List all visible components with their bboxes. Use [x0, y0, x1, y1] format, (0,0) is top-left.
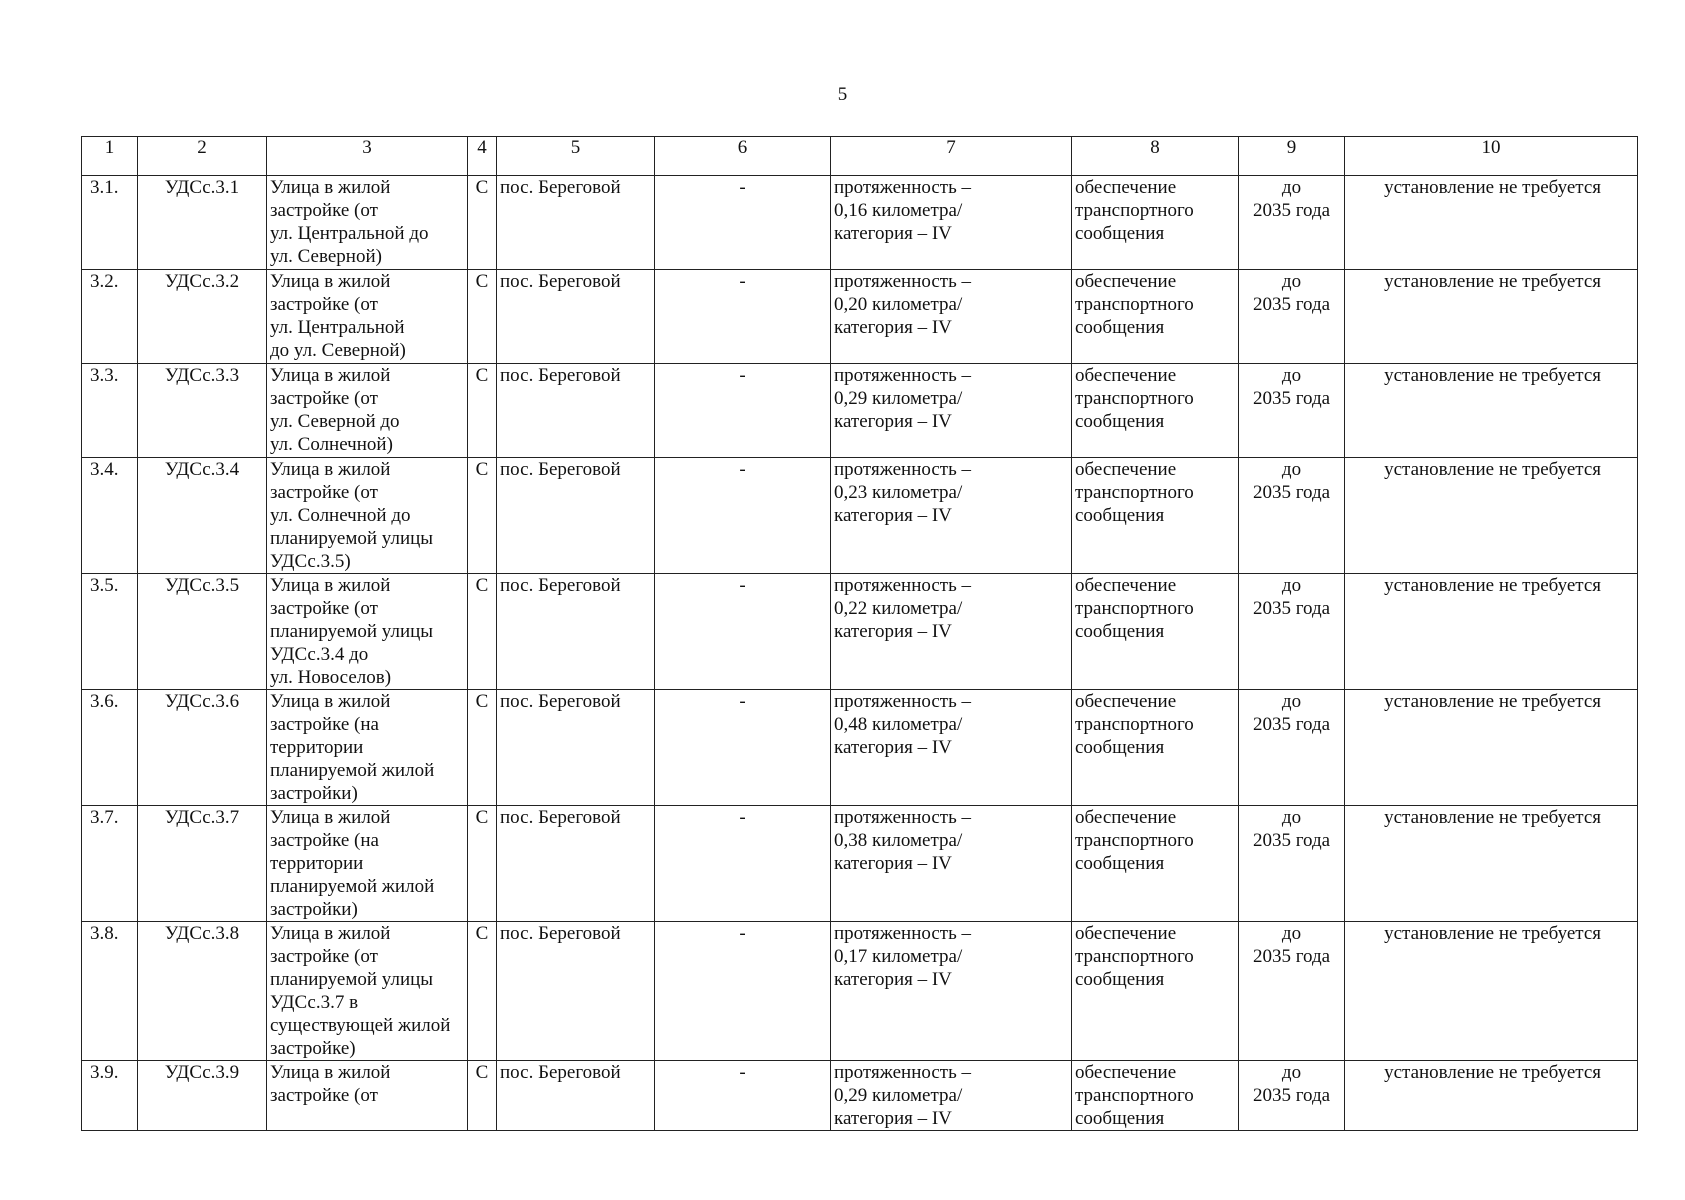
purpose-cell-line: сообщения [1075, 621, 1165, 642]
purpose-cell-line: сообщения [1075, 737, 1165, 758]
purpose-cell-line: сообщения [1075, 411, 1165, 432]
zone-requirement-cell: установление не требуется [1345, 574, 1638, 690]
deadline-cell-line: 2035 года [1252, 388, 1331, 409]
characteristics-cell [831, 806, 1072, 922]
characteristics-cell-line: протяженность – [834, 365, 971, 386]
purpose-cell-line: сообщения [1075, 223, 1165, 244]
object-name-cell [267, 364, 468, 458]
table-row [82, 458, 1638, 574]
purpose-cell [1072, 690, 1239, 806]
purpose-cell-line: транспортного [1075, 1085, 1194, 1106]
deadline-cell-line: 2035 года [1252, 714, 1331, 735]
object-name-cell-line: УДСс.3.4 до [270, 644, 369, 665]
deadline-cell-line: до [1281, 923, 1302, 944]
zone-requirement-cell: установление не требуется [1345, 364, 1638, 458]
characteristics-cell-line: протяженность – [834, 459, 971, 480]
deadline-cell [1239, 922, 1345, 1061]
object-name-cell-line: Улица в жилой [270, 365, 391, 386]
object-name-cell [267, 922, 468, 1061]
purpose-cell-line: обеспечение [1075, 271, 1177, 292]
purpose-cell-line: сообщения [1075, 505, 1165, 526]
status-cell: С [468, 270, 497, 364]
object-name-cell-line: Улица в жилой [270, 575, 391, 596]
object-name-cell-line: ул. Солнечной) [270, 434, 393, 455]
object-name-cell [267, 458, 468, 574]
deadline-cell-line: 2035 года [1252, 294, 1331, 315]
object-name-cell-line: ул. Солнечной до [270, 505, 411, 526]
object-code-cell: УДСс.3.2 [138, 270, 267, 364]
object-name-cell-line: застройке (от [270, 1085, 378, 1106]
zone-requirement-cell: установление не требуется [1345, 1061, 1638, 1131]
object-name-cell-line: застройке (от [270, 294, 378, 315]
purpose-cell-line: транспортного [1075, 294, 1194, 315]
object-code-cell: УДСс.3.6 [138, 690, 267, 806]
purpose-cell-line: обеспечение [1075, 923, 1177, 944]
table-row [82, 574, 1638, 690]
deadline-cell [1239, 1061, 1345, 1131]
characteristics-cell-line: категория – IV [834, 411, 952, 432]
object-name-cell-line: существующей жилой [270, 1015, 451, 1036]
object-name-cell-line: территории [270, 853, 364, 874]
column-6-cell: - [655, 364, 831, 458]
column-header: 9 [1239, 137, 1345, 176]
characteristics-cell-line: категория – IV [834, 853, 952, 874]
purpose-cell-line: обеспечение [1075, 177, 1177, 198]
object-name-cell-line: застройке (от [270, 598, 378, 619]
object-name-cell-line: застройке (от [270, 200, 378, 221]
characteristics-cell-line: категория – IV [834, 505, 952, 526]
object-name-cell-line: ул. Центральной до [270, 223, 429, 244]
characteristics-cell-line: 0,16 километра/ [834, 200, 963, 221]
object-name-cell [267, 1061, 468, 1131]
deadline-cell [1239, 176, 1345, 270]
zone-requirement-cell: установление не требуется [1345, 690, 1638, 806]
purpose-cell-line: транспортного [1075, 830, 1194, 851]
object-code-cell: УДСс.3.7 [138, 806, 267, 922]
object-name-cell-line: Улица в жилой [270, 459, 391, 480]
object-name-cell-line: застройке (на [270, 830, 379, 851]
characteristics-cell [831, 458, 1072, 574]
column-6-cell: - [655, 176, 831, 270]
table-row [82, 806, 1638, 922]
characteristics-cell-line: категория – IV [834, 969, 952, 990]
object-name-cell-line: Улица в жилой [270, 1062, 391, 1083]
object-code-cell: УДСс.3.3 [138, 364, 267, 458]
purpose-cell-line: транспортного [1075, 946, 1194, 967]
characteristics-cell-line: протяженность – [834, 1062, 971, 1083]
column-header: 5 [497, 137, 655, 176]
row-number-cell: 3.9. [82, 1061, 138, 1131]
purpose-cell-line: сообщения [1075, 969, 1165, 990]
row-number-cell: 3.3. [82, 364, 138, 458]
column-header: 8 [1072, 137, 1239, 176]
object-name-cell-line: ул. Центральной [270, 317, 405, 338]
location-cell: пос. Береговой [497, 690, 655, 806]
purpose-cell [1072, 364, 1239, 458]
column-header: 3 [267, 137, 468, 176]
characteristics-cell-line: 0,23 километра/ [834, 482, 963, 503]
location-cell: пос. Береговой [497, 458, 655, 574]
object-name-cell-line: территории [270, 737, 364, 758]
purpose-cell-line: транспортного [1075, 598, 1194, 619]
location-cell: пос. Береговой [497, 806, 655, 922]
purpose-cell-line: транспортного [1075, 388, 1194, 409]
object-name-cell-line: ул. Новоселов) [270, 667, 392, 688]
table-row [82, 364, 1638, 458]
characteristics-cell-line: протяженность – [834, 575, 971, 596]
status-cell: С [468, 176, 497, 270]
purpose-cell [1072, 458, 1239, 574]
deadline-cell [1239, 270, 1345, 364]
characteristics-cell [831, 1061, 1072, 1131]
purpose-cell-line: сообщения [1075, 1108, 1165, 1129]
column-6-cell: - [655, 458, 831, 574]
object-code-cell: УДСс.3.4 [138, 458, 267, 574]
object-code-cell: УДСс.3.1 [138, 176, 267, 270]
table-body [82, 176, 1638, 1131]
purpose-cell-line: обеспечение [1075, 575, 1177, 596]
location-cell: пос. Береговой [497, 1061, 655, 1131]
object-code-cell: УДСс.3.9 [138, 1061, 267, 1131]
purpose-cell [1072, 922, 1239, 1061]
object-name-cell-line: Улица в жилой [270, 271, 391, 292]
status-cell: С [468, 364, 497, 458]
object-name-cell-line: УДСс.3.7 в [270, 992, 359, 1013]
deadline-cell-line: до [1281, 271, 1302, 292]
characteristics-cell-line: протяженность – [834, 177, 971, 198]
characteristics-cell-line: 0,48 километра/ [834, 714, 963, 735]
characteristics-cell [831, 270, 1072, 364]
deadline-cell-line: до [1281, 365, 1302, 386]
row-number-cell: 3.8. [82, 922, 138, 1061]
zone-requirement-cell: установление не требуется [1345, 176, 1638, 270]
column-header: 2 [138, 137, 267, 176]
zone-requirement-cell: установление не требуется [1345, 806, 1638, 922]
object-name-cell [267, 270, 468, 364]
deadline-cell-line: 2035 года [1252, 200, 1331, 221]
characteristics-cell [831, 690, 1072, 806]
zone-requirement-cell: установление не требуется [1345, 458, 1638, 574]
object-name-cell [267, 690, 468, 806]
purpose-cell-line: обеспечение [1075, 807, 1177, 828]
status-cell: С [468, 922, 497, 1061]
purpose-cell-line: сообщения [1075, 853, 1165, 874]
zone-requirement-cell: установление не требуется [1345, 270, 1638, 364]
table-row [82, 270, 1638, 364]
column-header: 7 [831, 137, 1072, 176]
object-name-cell-line: застройки) [270, 783, 358, 804]
object-name-cell-line: застройке (на [270, 714, 379, 735]
characteristics-cell [831, 176, 1072, 270]
object-name-cell-line: планируемой улицы [270, 621, 434, 642]
deadline-cell-line: до [1281, 459, 1302, 480]
column-6-cell: - [655, 270, 831, 364]
purpose-cell [1072, 270, 1239, 364]
characteristics-cell-line: 0,29 километра/ [834, 388, 963, 409]
deadline-cell-line: до [1281, 807, 1302, 828]
object-code-cell: УДСс.3.5 [138, 574, 267, 690]
deadline-cell [1239, 806, 1345, 922]
characteristics-cell-line: категория – IV [834, 1108, 952, 1129]
purpose-cell-line: транспортного [1075, 482, 1194, 503]
column-number-row [82, 137, 1638, 176]
planned-objects-table [81, 136, 1638, 1131]
purpose-cell-line: обеспечение [1075, 459, 1177, 480]
column-6-cell: - [655, 806, 831, 922]
characteristics-cell-line: протяженность – [834, 923, 971, 944]
characteristics-cell [831, 922, 1072, 1061]
deadline-cell-line: до [1281, 691, 1302, 712]
purpose-cell [1072, 176, 1239, 270]
characteristics-cell-line: 0,29 километра/ [834, 1085, 963, 1106]
object-name-cell-line: Улица в жилой [270, 691, 391, 712]
table-row [82, 690, 1638, 806]
deadline-cell [1239, 364, 1345, 458]
column-6-cell: - [655, 690, 831, 806]
object-name-cell-line: Улица в жилой [270, 177, 391, 198]
purpose-cell-line: обеспечение [1075, 1062, 1177, 1083]
object-name-cell-line: планируемой улицы [270, 969, 434, 990]
characteristics-cell-line: 0,17 километра/ [834, 946, 963, 967]
column-6-cell: - [655, 1061, 831, 1131]
row-number-cell: 3.1. [82, 176, 138, 270]
object-name-cell-line: до ул. Северной) [270, 340, 406, 361]
deadline-cell [1239, 458, 1345, 574]
deadline-cell-line: 2035 года [1252, 598, 1331, 619]
deadline-cell-line: 2035 года [1252, 482, 1331, 503]
column-header: 1 [82, 137, 138, 176]
characteristics-cell [831, 364, 1072, 458]
column-header: 10 [1345, 137, 1638, 176]
object-name-cell [267, 806, 468, 922]
object-name-cell-line: УДСс.3.5) [270, 551, 351, 572]
deadline-cell-line: до [1281, 575, 1302, 596]
page-number: 5 [837, 84, 848, 105]
location-cell: пос. Береговой [497, 364, 655, 458]
object-code-cell: УДСс.3.8 [138, 922, 267, 1061]
column-6-cell: - [655, 922, 831, 1061]
column-6-cell: - [655, 574, 831, 690]
object-name-cell-line: застройке (от [270, 388, 378, 409]
status-cell: С [468, 1061, 497, 1131]
object-name-cell-line: застройке (от [270, 482, 378, 503]
table-row [82, 1061, 1638, 1131]
row-number-cell: 3.7. [82, 806, 138, 922]
characteristics-cell-line: категория – IV [834, 737, 952, 758]
purpose-cell-line: транспортного [1075, 714, 1194, 735]
deadline-cell-line: 2035 года [1252, 1085, 1331, 1106]
characteristics-cell-line: категория – IV [834, 223, 952, 244]
object-name-cell [267, 176, 468, 270]
characteristics-cell-line: протяженность – [834, 691, 971, 712]
object-name-cell-line: планируемой улицы [270, 528, 434, 549]
row-number-cell: 3.6. [82, 690, 138, 806]
deadline-cell-line: до [1281, 177, 1302, 198]
purpose-cell [1072, 806, 1239, 922]
table-row [82, 922, 1638, 1061]
column-header: 6 [655, 137, 831, 176]
deadline-cell [1239, 690, 1345, 806]
object-name-cell [267, 574, 468, 690]
zone-requirement-cell: установление не требуется [1345, 922, 1638, 1061]
purpose-cell-line: обеспечение [1075, 365, 1177, 386]
purpose-cell-line: транспортного [1075, 200, 1194, 221]
purpose-cell-line: сообщения [1075, 317, 1165, 338]
status-cell: С [468, 806, 497, 922]
status-cell: С [468, 458, 497, 574]
status-cell: С [468, 690, 497, 806]
object-name-cell-line: планируемой жилой [270, 760, 435, 781]
characteristics-cell-line: протяженность – [834, 271, 971, 292]
deadline-cell-line: до [1281, 1062, 1302, 1083]
object-name-cell-line: застройки) [270, 899, 358, 920]
characteristics-cell [831, 574, 1072, 690]
status-cell: С [468, 574, 497, 690]
deadline-cell-line: 2035 года [1252, 830, 1331, 851]
characteristics-cell-line: протяженность – [834, 807, 971, 828]
location-cell: пос. Береговой [497, 270, 655, 364]
row-number-cell: 3.2. [82, 270, 138, 364]
purpose-cell [1072, 1061, 1239, 1131]
purpose-cell-line: обеспечение [1075, 691, 1177, 712]
purpose-cell [1072, 574, 1239, 690]
row-number-cell: 3.5. [82, 574, 138, 690]
deadline-cell-line: 2035 года [1252, 946, 1331, 967]
characteristics-cell-line: 0,22 километра/ [834, 598, 963, 619]
object-name-cell-line: ул. Северной) [270, 246, 382, 267]
location-cell: пос. Береговой [497, 574, 655, 690]
object-name-cell-line: планируемой жилой [270, 876, 435, 897]
location-cell: пос. Береговой [497, 922, 655, 1061]
characteristics-cell-line: 0,20 километра/ [834, 294, 963, 315]
object-name-cell-line: Улица в жилой [270, 923, 391, 944]
table-row [82, 176, 1638, 270]
column-header: 4 [468, 137, 497, 176]
characteristics-cell-line: 0,38 километра/ [834, 830, 963, 851]
object-name-cell-line: застройке (от [270, 946, 378, 967]
object-name-cell-line: ул. Северной до [270, 411, 400, 432]
characteristics-cell-line: категория – IV [834, 621, 952, 642]
location-cell: пос. Береговой [497, 176, 655, 270]
characteristics-cell-line: категория – IV [834, 317, 952, 338]
object-name-cell-line: Улица в жилой [270, 807, 391, 828]
deadline-cell [1239, 574, 1345, 690]
row-number-cell: 3.4. [82, 458, 138, 574]
object-name-cell-line: застройке) [270, 1038, 356, 1059]
